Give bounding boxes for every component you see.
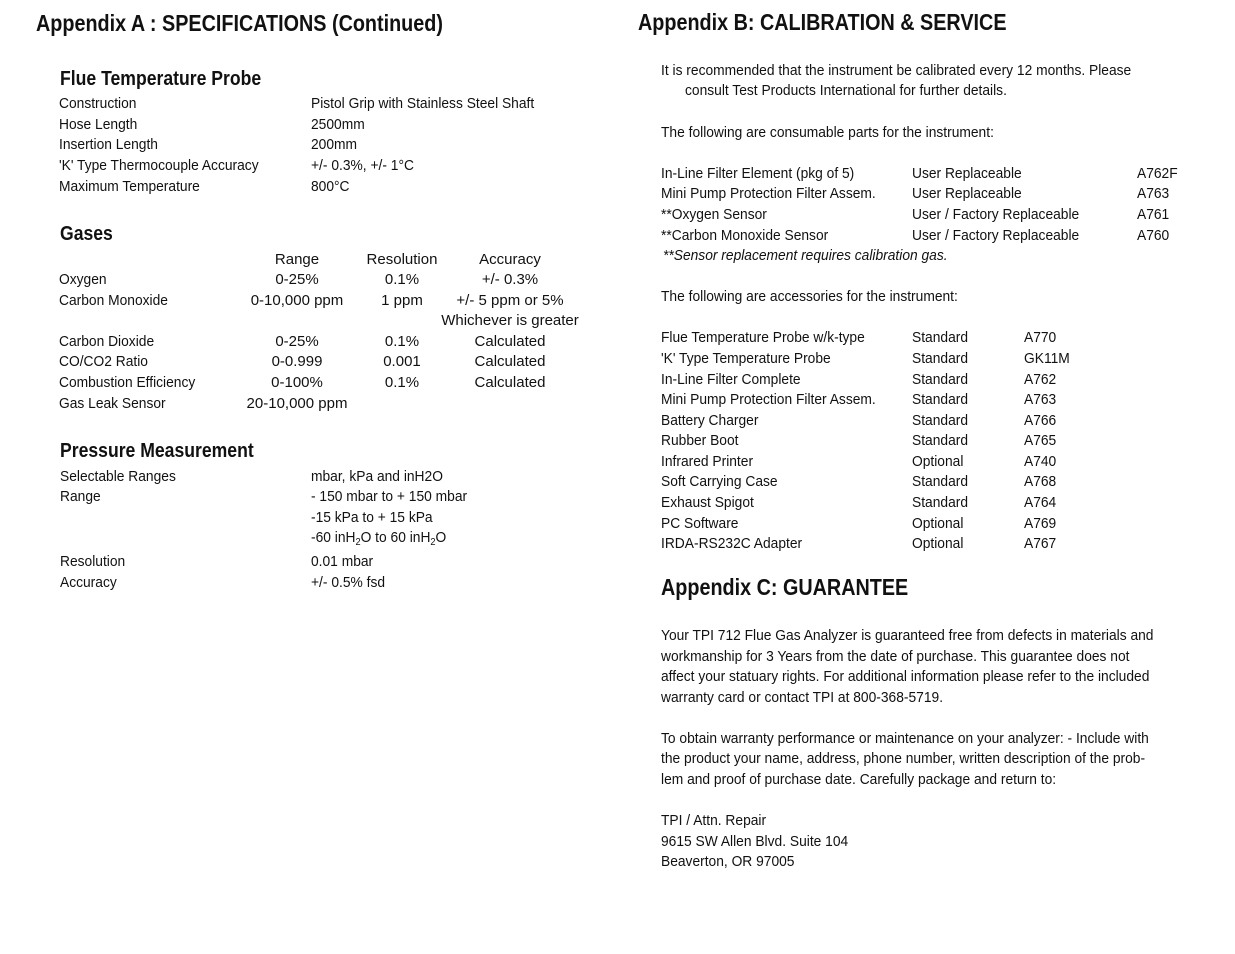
spec-value: +/- 0.5% fsd [311, 574, 386, 591]
accessory-name: Soft Carrying Case [661, 473, 778, 490]
gas-range: 0-0.999 [271, 353, 323, 370]
gas-range: 0-100% [271, 374, 323, 391]
part-number: A760 [1137, 227, 1170, 244]
intro-line: It is recommended that the instrument be calibrated every 12 months. Please [661, 62, 1132, 79]
appendix-a-title: Appendix A : SPECIFICATIONS (Continued) [36, 10, 443, 36]
accessory-part: A765 [1024, 432, 1057, 449]
accessory-part: A768 [1024, 473, 1057, 490]
spec-value: +/- 0.3%, +/- 1°C [311, 157, 414, 174]
part-number: A761 [1137, 206, 1170, 223]
gas-name: Carbon Dioxide [59, 333, 155, 350]
accessory-name: Flue Temperature Probe w/k-type [661, 329, 865, 346]
sensor-note: **Sensor replacement requires calibration gas. [663, 247, 948, 264]
paragraph-line: Your TPI 712 Flue Gas Analyzer is guaranteed free from defects in materials and [661, 627, 1154, 644]
gas-range: 0-25% [275, 333, 319, 350]
address-line: TPI / Attn. Repair [661, 812, 767, 829]
accessory-type: Standard [912, 371, 969, 388]
accessory-type: Optional [912, 453, 964, 470]
spec-label: Accuracy [60, 574, 117, 591]
gases-heading: Gases [60, 223, 113, 245]
spec-value: 800°C [311, 178, 350, 195]
accessory-type: Standard [912, 391, 969, 408]
column-header-range: Range [274, 251, 320, 268]
spec-value: -15 kPa to + 15 kPa [311, 509, 433, 526]
part-name: Mini Pump Protection Filter Assem. [661, 185, 876, 202]
part-type: User / Factory Replaceable [912, 206, 1080, 223]
column-header-resolution: Resolution [366, 251, 438, 268]
subscript: 2 [430, 537, 436, 548]
spec-label: Maximum Temperature [59, 178, 200, 195]
paragraph-line: the product your name, address, phone number, written description of the prob- [661, 750, 1146, 767]
gas-resolution: 0.1% [384, 271, 420, 288]
spec-label: Insertion Length [59, 136, 158, 153]
accessory-name: Infrared Printer [661, 453, 754, 470]
part-type: User Replaceable [912, 165, 1022, 182]
part-name: **Oxygen Sensor [661, 206, 767, 223]
accessory-type: Standard [912, 432, 969, 449]
spec-label: Selectable Ranges [60, 468, 176, 485]
accessory-part: A762 [1024, 371, 1057, 388]
text-part: O to 60 inH [360, 529, 431, 546]
gas-accuracy: Calculated [474, 353, 546, 370]
address-line: 9615 SW Allen Blvd. Suite 104 [661, 833, 849, 850]
spec-label: Hose Length [59, 116, 138, 133]
gas-accuracy: +/- 5 ppm or 5% [456, 292, 564, 309]
accessory-name: IRDA-RS232C Adapter [661, 535, 803, 552]
part-number: A762F [1137, 165, 1178, 182]
address-line: Beaverton, OR 97005 [661, 853, 795, 870]
spec-label: Resolution [60, 553, 126, 570]
accessory-type: Optional [912, 515, 964, 532]
spec-value: - 150 mbar to + 150 mbar [311, 488, 468, 505]
appendix-b-title: Appendix B: CALIBRATION & SERVICE [638, 9, 1007, 35]
paragraph-line: lem and proof of purchase date. Carefully package and return to: [661, 771, 1057, 788]
part-name: **Carbon Monoxide Sensor [661, 227, 829, 244]
gas-accuracy: Calculated [474, 333, 546, 350]
spec-label: Construction [59, 95, 137, 112]
accessory-part: A766 [1024, 412, 1057, 429]
pressure-heading: Pressure Measurement [60, 440, 254, 462]
flue-probe-heading: Flue Temperature Probe [60, 68, 262, 90]
accessory-name: Mini Pump Protection Filter Assem. [661, 391, 876, 408]
spec-value: Pistol Grip with Stainless Steel Shaft [311, 95, 535, 112]
gas-name: CO/CO2 Ratio [59, 353, 148, 370]
spec-label: Range [60, 488, 101, 505]
spec-value: mbar, kPa and inH2O [311, 468, 443, 485]
spec-value: 200mm [311, 136, 358, 153]
accessory-name: 'K' Type Temperature Probe [661, 350, 831, 367]
accessory-part: A764 [1024, 494, 1057, 511]
gas-range: 20-10,000 ppm [246, 395, 348, 412]
accessory-type: Standard [912, 494, 969, 511]
gas-resolution: 0.1% [384, 333, 420, 350]
paragraph-line: warranty card or contact TPI at 800-368-5719. [661, 689, 944, 706]
accessory-name: In-Line Filter Complete [661, 371, 801, 388]
spec-label: 'K' Type Thermocouple Accuracy [59, 157, 259, 174]
gas-name: Carbon Monoxide [59, 292, 168, 309]
text-part: -60 inH [311, 529, 356, 546]
gas-name: Combustion Efficiency [59, 374, 196, 391]
paragraph-line: workmanship for 3 Years from the date of purchase. This guarantee does not [661, 648, 1130, 665]
gas-name: Oxygen [59, 271, 107, 288]
gas-range: 0-10,000 ppm [250, 292, 344, 309]
accessory-part: A763 [1024, 391, 1057, 408]
gas-accuracy-note: Whichever is greater [441, 312, 579, 329]
appendix-b-c-page [617, 0, 1235, 954]
gas-resolution: 1 ppm [381, 292, 423, 309]
consumables-intro: The following are consumable parts for the instrument: [661, 124, 994, 141]
appendix-a-page [0, 0, 617, 954]
accessories-intro: The following are accessories for the instrument: [661, 288, 958, 305]
spec-value: 2500mm [311, 116, 365, 133]
column-header-accuracy: Accuracy [479, 251, 541, 268]
accessory-name: Battery Charger [661, 412, 759, 429]
gas-accuracy: +/- 0.3% [481, 271, 539, 288]
gas-range: 0-25% [275, 271, 319, 288]
spec-value-inh2o [311, 529, 446, 547]
accessory-name: PC Software [661, 515, 739, 532]
part-type: User Replaceable [912, 185, 1022, 202]
accessory-part: A769 [1024, 515, 1057, 532]
accessory-part: A740 [1024, 453, 1057, 470]
accessory-name: Exhaust Spigot [661, 494, 754, 511]
part-type: User / Factory Replaceable [912, 227, 1080, 244]
spec-value: 0.01 mbar [311, 553, 374, 570]
subscript: 2 [355, 537, 361, 548]
accessory-type: Standard [912, 329, 969, 346]
paragraph-line: affect your statuary rights. For additional information please refer to the included [661, 668, 1150, 685]
gas-resolution: 0.1% [384, 374, 420, 391]
accessory-type: Optional [912, 535, 964, 552]
accessory-type: Standard [912, 412, 969, 429]
gas-resolution: 0.001 [383, 353, 421, 370]
text-part: O [435, 529, 447, 546]
accessory-type: Standard [912, 350, 969, 367]
part-name: In-Line Filter Element (pkg of 5) [661, 165, 855, 182]
gas-name: Gas Leak Sensor [59, 395, 166, 412]
part-number: A763 [1137, 185, 1170, 202]
accessory-part: GK11M [1024, 350, 1070, 367]
intro-line: consult Test Products International for further details. [685, 82, 1007, 99]
gas-accuracy: Calculated [474, 374, 546, 391]
accessory-name: Rubber Boot [661, 432, 739, 449]
appendix-c-title: Appendix C: GUARANTEE [661, 574, 909, 600]
paragraph-line: To obtain warranty performance or maintenance on your analyzer: - Include with [661, 730, 1149, 747]
accessory-type: Standard [912, 473, 969, 490]
accessory-part: A770 [1024, 329, 1057, 346]
accessory-part: A767 [1024, 535, 1057, 552]
